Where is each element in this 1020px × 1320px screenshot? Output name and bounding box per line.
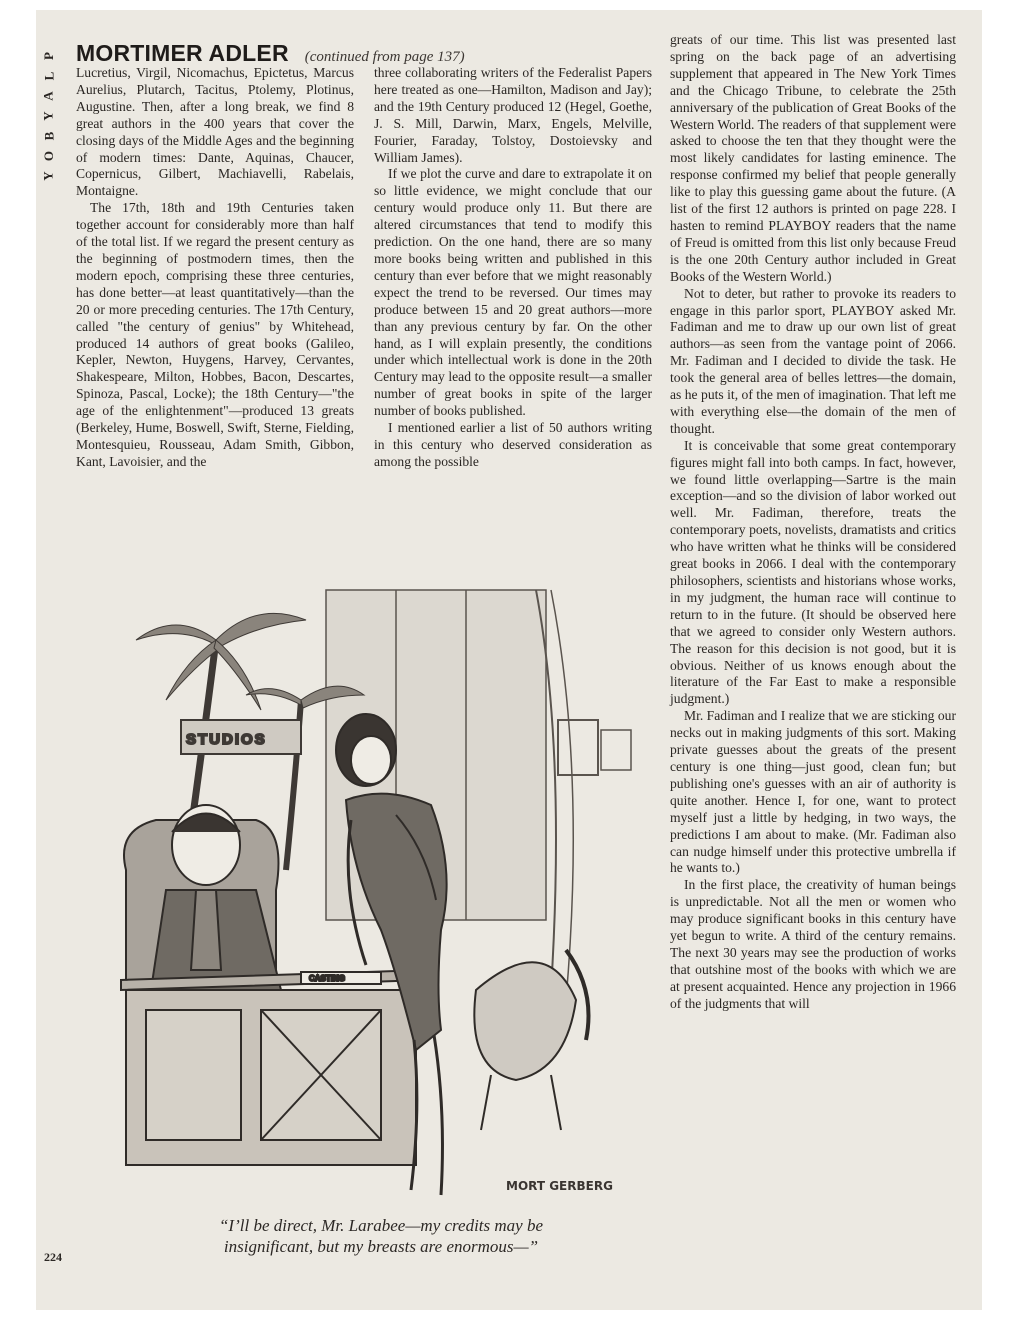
paragraph: Mr. Fadiman and I realize that we are sticking our necks out in making judgments of this sort. Making private guesses about the greats of the present century is one thing—just good, clean fun; but publishing one's guesses with an air of authority is quite another. Hence I, for one, want to protect myself just a little by hedging, in two ways, the predictions I am about to make. (Mr. Fadiman also can nudge himself under this protective umbrella if he wants to.) bbox=[670, 708, 956, 876]
cartoon-illustration bbox=[96, 570, 644, 1225]
paragraph: If we plot the curve and dare to extrapolate it on so little evidence, we might conclude that our century would produce only 11. But there are altered circumstances that tend to modify this prediction. On the one hand, there are so many more books being written and published in this century than ever before that we might reasonably expect the trend to be reversed. Our times may produce between 15 and 20 great authors—more than any previous century by far. On the other hand, as I will explain presently, the conditions under which intellectual work is done in the 20th Century may lead to the opposite result—a smaller number of great books in spite of the larger number of books published. bbox=[374, 166, 652, 419]
paragraph: It is conceivable that some great contemporary figures might fall into both camps. In fact, however, we found little overlapping—Sartre is the main exception—and so the division of labor worked out well. Mr. Fadiman, therefore, treats the contemporary poets, novelists, dramatists and critics who have written what he thinks will be considered great books in 2066. I deal with the contemporary philosophers, scientists and historians whose works, in my judgment, the human race will continue to return to in the future. (It should be observed here that we agreed to consider only Western authors. The reason for this decision is not good, but it is obvious. Neither of us knows enough about the literature of the Far East to make a responsible judgment.) bbox=[670, 437, 956, 707]
caption-line: insignificant, but my breasts are enormous—” bbox=[223, 1237, 539, 1256]
brand-letter: O bbox=[41, 150, 56, 162]
paragraph: The 17th, 18th and 19th Centuries taken together account for considerably more than half of the total list. If we regard the present century as the beginning of postmodern times, then the modern epoch, comprising these three centuries, has done better—at least quantitatively—than the 20 or more preceding centuries. The 17th Century, called "the century of genius" by Whitehead, produced 14 authors of great books (Galileo, Kepler, Newton, Huygens, Harvey, Cervantes, Shakespeare, Milton, Hobbes, Bacon, Descartes, Spinoza, Pascal, Locke); the 18th Century—"the age of the enlightenment"—produced 13 greats (Berkeley, Hume, Boswell, Swift, Sterne, Fielding, Montesquieu, Rousseau, Adam Smith, Gibbon, Kant, Lavoisier, and the bbox=[76, 200, 354, 469]
paragraph: In the first place, the creativity of human beings is unpredictable. Not all the men or women who may produce significant books in this century have yet begun to write. A third of the century remains. The next 30 years may see the production of works that outshine most of the books with which we are at present acquainted. Hence any projection in 1966 of the judgments that will bbox=[670, 877, 956, 1011]
brand-letter: P bbox=[40, 52, 56, 60]
paragraph: greats of our time. This list was presented last spring on the back page of an advertising supplement that appeared in The New York Times and the Chicago Tribune, to celebrate the 25th anniversary of the publication of Great Books of the Western World. The readers of that supplement were asked to choose the ten that they thought were the most likely candidates for lasting eminence. The response confirmed my belief that people generally like to play this guessing game about the future. (A list of the first 12 authors is printed on page 228. I hasten to remind PLAYBOY readers that the name of Freud is omitted from this list only because Freud is the one 20th Century author included in Great Books of the Western World.) bbox=[670, 32, 956, 284]
text-column-2 bbox=[374, 65, 652, 471]
paragraph: I mentioned earlier a list of 50 authors writing in this century who deserved consideration as among the possible bbox=[374, 420, 652, 469]
paragraph: Lucretius, Virgil, Nicomachus, Epictetus, Marcus Aurelius, Plutarch, Tacitus, Ptolemy, Plotinus, Augustine. Then, after a long break, we find 8 great authors in the 400 years that cover the closing days of the Middle Ages and the beginning of modern times: Dante, Aquinas, Chaucer, Copernicus, Gilbert, Machiavelli, Rabelais, Montaigne. bbox=[76, 65, 354, 199]
brand-letter: Y bbox=[40, 171, 56, 181]
cartoon-caption bbox=[146, 1215, 616, 1257]
artist-signature: MORT GERBERG bbox=[506, 1179, 613, 1193]
sign-label: STUDIOS bbox=[186, 731, 267, 748]
paragraph: Not to deter, but rather to provoke its readers to engage in this parlor sport, PLAYBOY asked Mr. Fadiman and me to draw up our own list of great authors—as seen from the vantage point of 2066. Mr. Fadiman and I decided to divide the task. He took the general area of belles lettres—the domain, as he puts it, of the men of imagination. That left me with everything else—the domain of the men of thought. bbox=[670, 285, 956, 436]
paragraph: three collaborating writers of the Federalist Papers here treated as one—Hamilton, Madison and Jay); and the 19th Century produced 12 (Hegel, Goethe, J. S. Mill, Darwin, Marx, Engels, Melville, Fourier, Faraday, Tolstoy, Dostoievsky and William James). bbox=[374, 65, 652, 165]
executive-figure bbox=[124, 805, 281, 990]
studios-sign bbox=[181, 720, 301, 754]
chair bbox=[474, 950, 588, 1130]
continued-note: (continued from page 137) bbox=[304, 49, 465, 65]
article-heading bbox=[76, 40, 646, 67]
desk bbox=[121, 970, 426, 1165]
playboy-running-head bbox=[40, 46, 58, 186]
brand-letter: B bbox=[40, 131, 56, 141]
magazine-page bbox=[36, 10, 982, 1310]
page-number: 224 bbox=[44, 1250, 62, 1264]
desk-plate-label: CASTING bbox=[309, 974, 345, 983]
caption-line: “I’ll be direct, Mr. Larabee—my credits may be bbox=[218, 1216, 544, 1235]
brand-letter: A bbox=[40, 91, 56, 101]
brand-letter: Y bbox=[40, 111, 56, 121]
brand-letter: L bbox=[40, 71, 56, 81]
text-column-1 bbox=[76, 65, 354, 471]
text-column-3 bbox=[670, 32, 956, 1013]
article-title: MORTIMER ADLER bbox=[76, 40, 289, 66]
